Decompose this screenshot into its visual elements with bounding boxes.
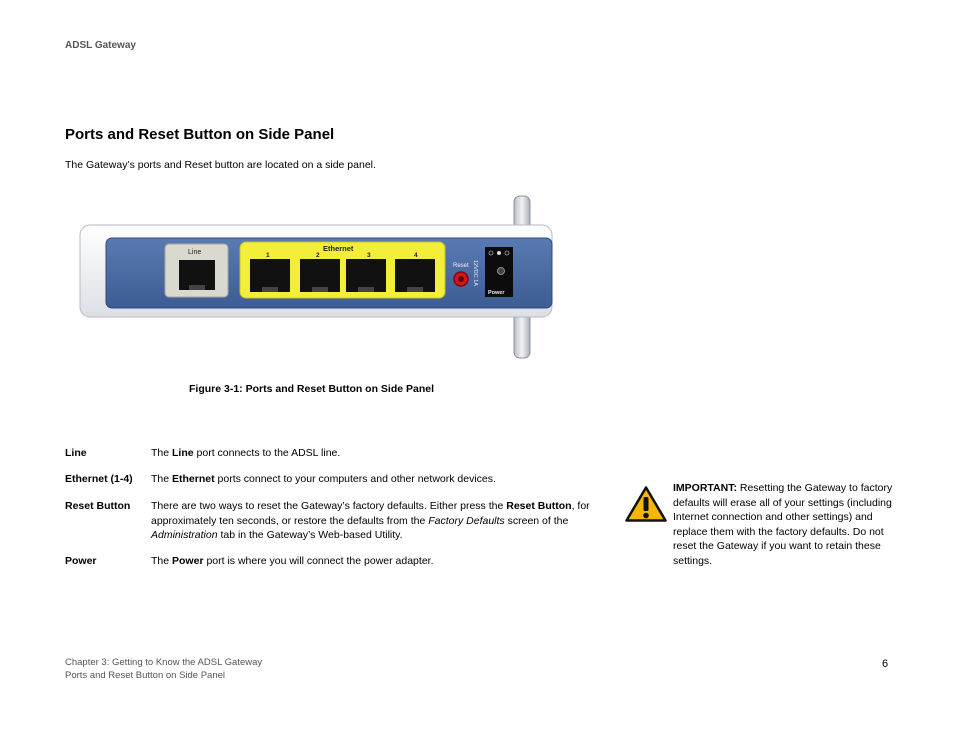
footer-chapter: Chapter 3: Getting to Know the ADSL Gateway [65, 657, 263, 668]
section-intro: The Gateway’s ports and Reset button are located on a side panel. [65, 159, 376, 171]
definition-term: Line [65, 447, 87, 459]
definition-term: Power [65, 555, 97, 567]
important-text: Resetting the Gateway to factory defaults will erase all of your settings (including Internet connection and other settings) and replace them with the factory defaults. Do not reset the Gateway if you want to retain these settings. [673, 482, 893, 567]
definition-desc: The Ethernet ports connect to your computers and other network devices. [151, 473, 496, 485]
line-port-label: Line [188, 249, 202, 256]
gateway-side-panel-figure [78, 194, 554, 360]
definition-desc: The Line port connects to the ADSL line. [151, 447, 341, 459]
important-label: IMPORTANT: [673, 482, 737, 494]
ethernet-port-number-4: 4 [414, 252, 418, 259]
important-note [673, 481, 893, 568]
ethernet-label: Ethernet [323, 244, 354, 253]
page-footer [65, 657, 262, 682]
page-number: 6 [882, 658, 889, 670]
running-header: ADSL Gateway [65, 40, 136, 51]
ethernet-port-number-1: 1 [266, 252, 270, 259]
footer-section: Ports and Reset Button on Side Panel [65, 669, 226, 681]
power-jack [498, 268, 505, 275]
definition-desc: There are two ways to reset the Gateway’s factory defaults. Either press the Reset Button, for approximately ten seconds, or restore the defaults from the Factory Defaults screen of the Administration tab in the Gateway’s Web-based Utility. [151, 500, 590, 541]
ethernet-port-number-2: 2 [316, 252, 320, 259]
definition-desc: The Power port is where you will connect the power adapter. [151, 555, 434, 567]
warning-triangle-icon [625, 486, 667, 522]
power-label: Power [488, 290, 505, 296]
stand-bottom [514, 312, 530, 358]
definition-term: Reset Button [65, 500, 131, 512]
reset-label: Reset [453, 263, 469, 269]
polarity-icon-dot [497, 251, 501, 255]
power-rating-label: 12VDC 1A [472, 260, 478, 286]
ethernet-port-number-3: 3 [367, 252, 371, 259]
definition-term: Ethernet (1-4) [65, 473, 133, 485]
section-title: Ports and Reset Button on Side Panel [65, 126, 335, 143]
figure-caption: Figure 3-1: Ports and Reset Button on Side Panel [189, 383, 435, 395]
